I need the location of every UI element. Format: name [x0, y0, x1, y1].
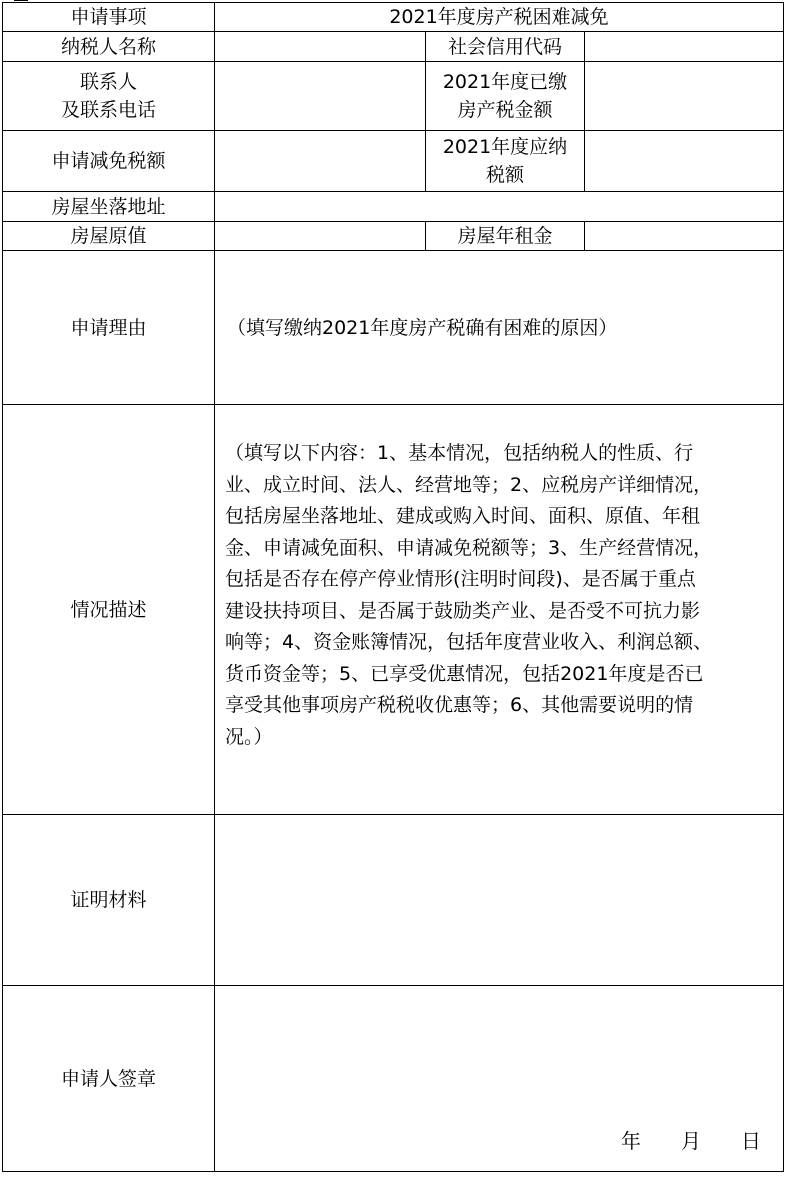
field-credit-code[interactable]	[585, 32, 784, 62]
field-description[interactable]	[215, 405, 784, 815]
description-line: 包括房屋坐落地址、建成或购入时间、面积、原值、年租	[225, 505, 701, 527]
date-day-label: 日	[741, 1129, 761, 1153]
corner-tick-mark	[14, 0, 28, 1]
label-annual-rent: 房屋年租金	[426, 222, 585, 251]
field-reason-hint[interactable]: （填写缴纳2021年度房产税确有困难的原因）	[215, 251, 784, 405]
date-month-label: 月	[681, 1129, 701, 1153]
description-line: 享受其他事项房产税税收优惠等；6、其他需要说明的情	[225, 694, 694, 716]
label-credit-code: 社会信用代码	[426, 32, 585, 62]
field-annual-rent[interactable]	[585, 222, 784, 251]
description-line: 金、申请减免面积、申请减免税额等；3、生产经营情况，	[225, 536, 713, 559]
description-line: 包括是否存在停产停业情形(注明时间段)、是否属于重点	[225, 568, 696, 590]
date-year-label: 年	[621, 1129, 641, 1153]
label-house-address: 房屋坐落地址	[3, 192, 215, 222]
field-paid-tax[interactable]	[585, 62, 784, 131]
label-due-tax-line2: 税额	[485, 164, 524, 186]
row-reason	[3, 251, 784, 405]
label-contact	[3, 62, 215, 131]
description-line: 响等；4、资金账簿情况，包括年度营业收入、利润总额、	[225, 631, 713, 653]
label-paid-tax-line2: 房产税金额	[457, 99, 553, 121]
label-reduction-amount: 申请减免税额	[3, 131, 215, 192]
description-line: 况。）	[225, 725, 273, 748]
row-signature	[3, 986, 784, 1172]
description-line: 业、成立时间、法人、经营地等；2、应税房产详细情况，	[225, 473, 713, 496]
row-proof	[3, 815, 784, 986]
description-line: （填写以下内容：1、基本情况，包括纳税人的性质、行	[225, 442, 694, 464]
row-contact	[3, 62, 784, 131]
field-due-tax[interactable]	[585, 131, 784, 192]
label-applicant-signature: 申请人签章	[3, 986, 215, 1172]
label-reason: 申请理由	[3, 251, 215, 405]
label-paid-tax	[426, 62, 585, 131]
value-application-item: 2021年度房产税困难减免	[215, 3, 784, 32]
label-paid-tax-line1: 2021年度已缴	[442, 71, 568, 93]
description-line: 建设扶持项目、是否属于鼓励类产业、是否受不可抗力影	[225, 599, 701, 622]
field-reduction-amount[interactable]	[215, 131, 426, 192]
label-due-tax	[426, 131, 585, 192]
field-proof-materials[interactable]	[215, 815, 784, 986]
label-contact-line1: 联系人	[79, 71, 137, 93]
field-contact[interactable]	[215, 62, 426, 131]
row-value	[3, 222, 784, 251]
field-house-address[interactable]	[215, 192, 784, 222]
signature-date	[621, 1127, 761, 1155]
description-line: 货币资金等；5、已享受优惠情况，包括2021年度是否已	[225, 662, 704, 685]
tax-relief-application-form	[2, 2, 784, 1172]
label-description: 情况描述	[3, 405, 215, 815]
description-text	[225, 438, 779, 753]
label-house-value: 房屋原值	[3, 222, 215, 251]
field-house-value[interactable]	[215, 222, 426, 251]
row-address	[3, 192, 784, 222]
row-application-item	[3, 3, 784, 32]
label-taxpayer-name: 纳税人名称	[3, 32, 215, 62]
label-proof-materials: 证明材料	[3, 815, 215, 986]
row-taxpayer	[3, 32, 784, 62]
label-application-item: 申请事项	[3, 3, 215, 32]
row-description	[3, 405, 784, 815]
label-due-tax-line1: 2021年度应纳	[442, 136, 568, 158]
row-reduction	[3, 131, 784, 192]
field-applicant-signature[interactable]	[215, 986, 784, 1172]
field-taxpayer-name[interactable]	[215, 32, 426, 62]
label-contact-line2: 及联系电话	[60, 99, 156, 121]
